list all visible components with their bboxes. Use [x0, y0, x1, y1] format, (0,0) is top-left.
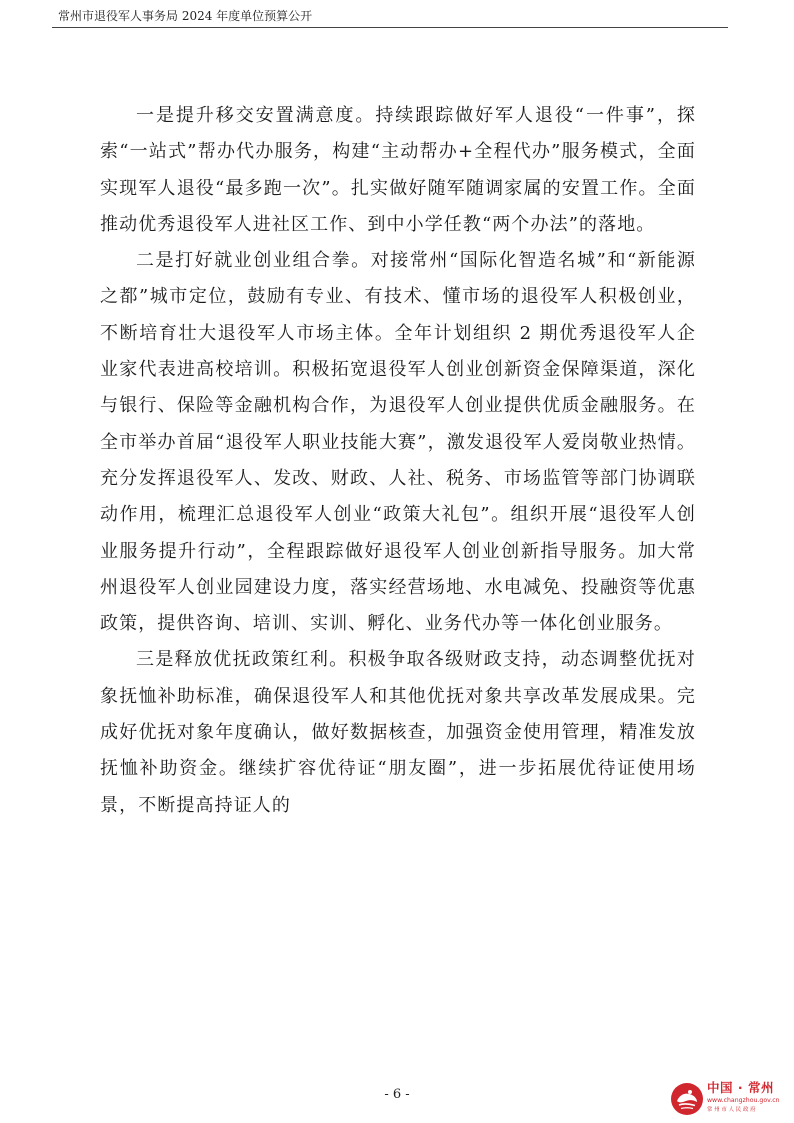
site-logo: [670, 1080, 790, 1120]
header-divider: [52, 27, 728, 28]
paragraph-resettlement: 一是提升移交安置满意度。持续跟踪做好军人退役“一件事”，探索“一站式”帮办代办服务，构建“主动帮办+全程代办”服务模式，全面实现军人退役“最多跑一次”。扎实做好随军随调家属的安置工作。全面推动优秀退役军人进社区工作、到中小学任教“两个办法”的落地。: [100, 105, 696, 235]
document-body: [100, 98, 696, 824]
header-title: 常州市退役军人事务局 2024 年度单位预算公开: [58, 9, 313, 23]
document-header: [58, 6, 728, 26]
logo-url: www.changzhou.gov.cn: [707, 1097, 780, 1104]
logo-subtitle: 常州市人民政府: [707, 1107, 758, 1113]
paragraph-employment: 二是打好就业创业组合拳。对接常州“国际化智造名城”和“新能源之都”城市定位，鼓励有专业、有技术、懂市场的退役军人积极创业，不断培育壮大退役军人市场主体。全年计划组织 2 期优秀退役军人企业家代表进高校培训。积极拓宽退役军人创业创新资金保障渠道，深化与银行、保险等金融机构合作，为退役军人创业提供优质金融服务。在全市举办首届“退役军人职业技能大赛”，激发退役军人爱岗敬业热情。充分发挥退役军人、发改、财政、人社、税务、市场监管等部门协调联动作用，梳理汇总退役军人创业“政策大礼包”。组织开展“退役军人创业服务提升行动”，全程跟踪做好退役军人创业创新指导服务。加大常州退役军人创业园建设力度，落实经营场地、水电减免、投融资等优惠政策，提供咨询、培训、实训、孵化、业务代办等一体化创业服务。: [100, 250, 696, 635]
paragraph-preferential-policy: 三是释放优抚政策红利。积极争取各级财政支持，动态调整优抚对象抚恤补助标准，确保退役军人和其他优抚对象共享改革发展成果。完成好优抚对象年度确认，做好数据核查，加强资金使用管理，精准发放抚恤补助资金。继续扩容优待证“朋友圈”，进一步拓展优待证使用场景，不断提高持证人的: [100, 649, 696, 816]
page-number: - 6 -: [384, 1087, 410, 1102]
logo-title: 中国 · 常州: [707, 1080, 774, 1095]
changzhou-emblem-icon: [670, 1082, 704, 1116]
